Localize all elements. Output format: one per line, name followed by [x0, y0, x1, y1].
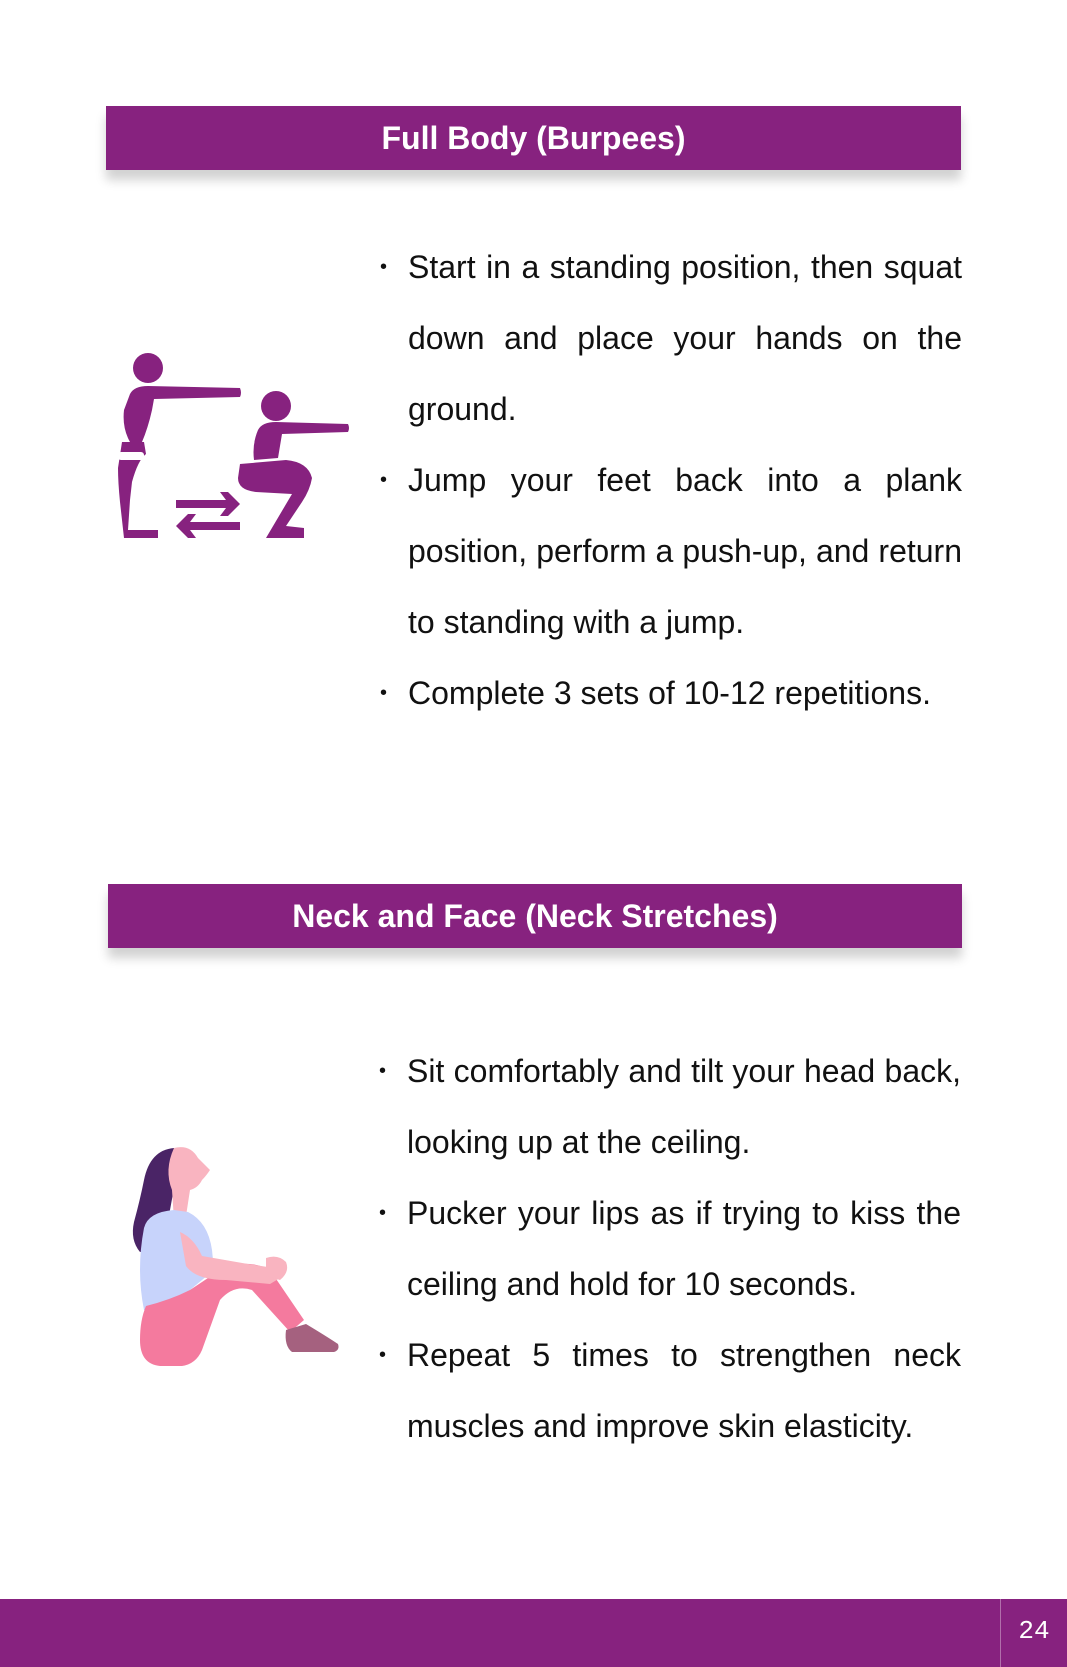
burpees-squat-icon [108, 350, 353, 565]
bullet-dot-icon: • [379, 1344, 387, 1366]
bullet-list-neck-stretches [379, 1036, 961, 1462]
list-item: • Jump your feet back into a plank position, perform a push-up, and return to standing with a jump. [380, 445, 962, 658]
bullet-dot-icon: • [380, 256, 388, 278]
bullet-list-burpees [380, 232, 962, 729]
bullet-dot-icon: • [380, 469, 388, 491]
bullet-dot-icon: • [380, 682, 388, 704]
list-item: • Start in a standing position, then squat down and place your hands on the ground. [380, 232, 962, 445]
woman-neck-stretch-illustration [130, 1140, 355, 1370]
list-item: • Repeat 5 times to strengthen neck muscles and improve skin elasticity. [379, 1320, 961, 1462]
page-number: 24 [1000, 1599, 1067, 1667]
list-item: • Pucker your lips as if trying to kiss the ceiling and hold for 10 seconds. [379, 1178, 961, 1320]
bullet-dot-icon: • [379, 1060, 387, 1082]
list-item: • Complete 3 sets of 10-12 repetitions. [380, 658, 962, 729]
section-title-neck-face: Neck and Face (Neck Stretches) [108, 884, 962, 948]
page-footer [0, 1599, 1067, 1667]
section-title-full-body: Full Body (Burpees) [106, 106, 961, 170]
list-item: • Sit comfortably and tilt your head back, looking up at the ceiling. [379, 1036, 961, 1178]
bullet-dot-icon: • [379, 1202, 387, 1224]
